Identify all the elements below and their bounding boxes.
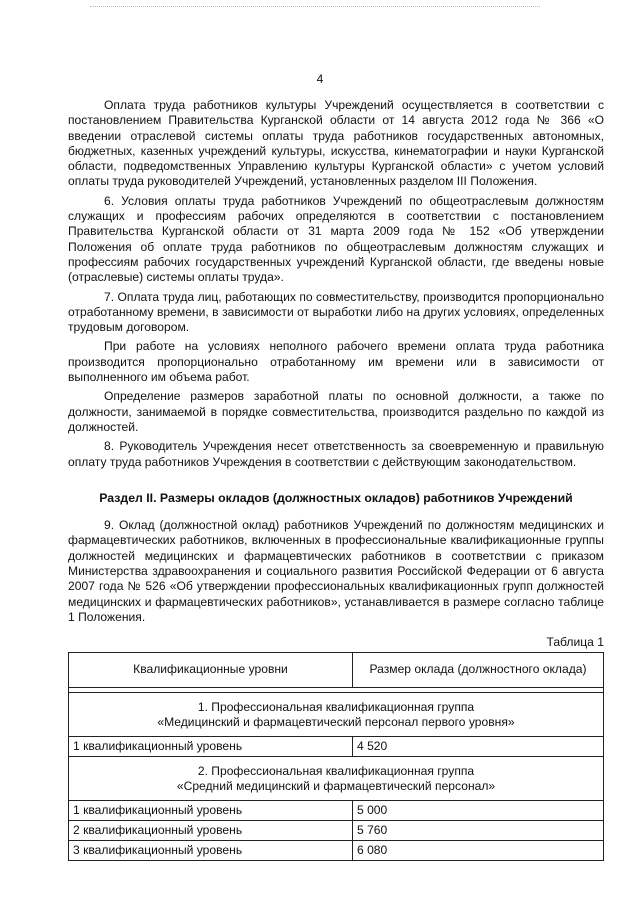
document-body <box>68 98 604 861</box>
level-cell: 1 квалификационный уровень <box>69 800 353 820</box>
table-row <box>69 736 604 756</box>
salary-table <box>68 652 604 861</box>
salary-cell: 6 080 <box>353 840 604 860</box>
salary-cell: 4 520 <box>353 736 604 756</box>
table-header-row <box>69 652 604 687</box>
level-cell: 2 квалификационный уровень <box>69 820 353 840</box>
group-title-line2: «Медицинский и фармацевтический персонал первого уровня» <box>157 714 515 729</box>
level-cell: 3 квалификационный уровень <box>69 840 353 860</box>
salary-cell: 5 760 <box>353 820 604 840</box>
paragraph-culture-pay: Оплата труда работников культуры Учреждений осуществляется в соответствии с постановлением Правительства Курганской области от 14 августа 2012 года № 366 «О введении отраслевой системы оплаты труда работников государственных автономных, бюджетных, казенных учреждений культуры, искусства, кинематографии и науки Курганской области, подведомственных Управлению культуры Курганской области» с учетом условий оплаты труда руководителей Учреждений, установленных разделом III Положения. <box>68 98 604 189</box>
scan-artifact-line <box>90 6 540 7</box>
group-header-row <box>69 692 604 736</box>
page-number: 4 <box>316 72 324 86</box>
salary-cell: 5 000 <box>353 800 604 820</box>
table-row <box>69 820 604 840</box>
table-row <box>69 800 604 820</box>
group-title <box>69 692 604 736</box>
paragraph-salary-determination: Определение размеров заработной платы по основной должности, а также по должности, занимаемой в порядке совместительства, производится раздельно по каждой из должностей. <box>68 389 604 434</box>
group-title-line1: 1. Профессиональная квалификационная группа <box>197 699 475 714</box>
group-title <box>69 756 604 800</box>
paragraph-6: 6. Условия оплаты труда работников Учреждений по общеотраслевым должностям служащих и профессиям рабочих определяются в соответствии с постановлением Правительства Курганской области от 31 марта 2009 года № 152 «Об утверждении Положения об оплате труда работников по общеотраслевым должностям служащих и профессиям рабочих государственных учреждений Курганской области, где введены новые (отраслевые) системы оплаты труда». <box>68 193 604 285</box>
group-title-line1: 2. Профессиональная квалификационная группа <box>197 763 475 778</box>
header-levels: Квалификационные уровни <box>69 652 353 687</box>
section-title: Раздел II. Размеры окладов (должностных окладов) работников Учреждений <box>99 490 573 505</box>
paragraph-part-time: При работе на условиях неполного рабочего времени оплата труда работника производится пропорционально отработанному им времени или в зависимости от выполненного им объема работ. <box>68 339 604 385</box>
table-caption: Таблица 1 <box>546 635 604 650</box>
group-title-line2: «Средний медицинский и фармацевтический персонал» <box>176 778 496 793</box>
header-salary: Размер оклада (должностного оклада) <box>353 652 604 687</box>
paragraph-7: 7. Оплата труда лиц, работающих по совместительству, производится пропорционально отработанному времени, в зависимости от выработки либо на других условиях, определенных трудовым договором. <box>68 289 604 335</box>
table-row <box>69 840 604 860</box>
level-cell: 1 квалификационный уровень <box>69 736 353 756</box>
group-header-row <box>69 756 604 800</box>
paragraph-9: 9. Оклад (должностной оклад) работников Учреждений по должностям медицинских и фармацевтических работников, включенных в профессиональные квалификационные группы должностей медицинских и фармацевтических работников в соответствии с приказом Министерства здравоохранения и социального развития Российской Федерации от 6 августа 2007 года № 526 «Об утверждении профессиональных квалификационных групп должностей медицинских и фармацевтических работников», устанавливается в размере согласно таблице 1 Положения. <box>68 518 604 624</box>
paragraph-8: 8. Руководитель Учреждения несет ответственность за своевременную и правильную оплату труда работников Учреждения в соответствии с действующим законодательством. <box>68 439 604 469</box>
